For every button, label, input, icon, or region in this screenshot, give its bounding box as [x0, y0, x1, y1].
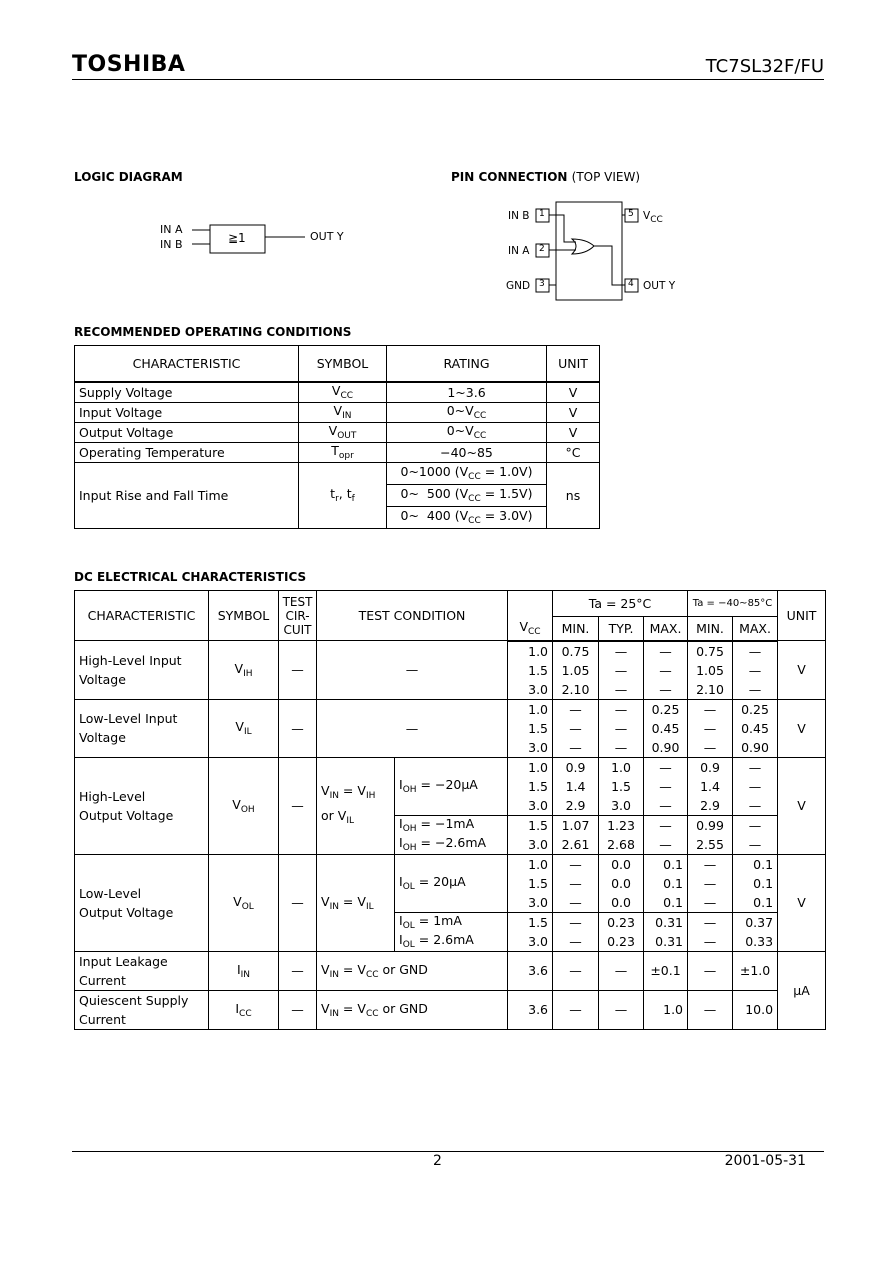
dc-max2: — [733, 680, 778, 700]
dc-min: — [553, 854, 599, 874]
pin-2-label: IN A [508, 245, 530, 257]
dc-header-min2: MIN. [688, 617, 733, 641]
dc-circuit-icc: — [279, 990, 317, 1029]
dc-subcond-voh-1: $I_{OH} = -20\mu A$ [395, 757, 508, 815]
table-row [75, 990, 826, 1029]
page-number: 2 [433, 1153, 442, 1169]
pin-1-number: 1 [539, 209, 545, 219]
dc-min: — [553, 893, 599, 913]
dc-typ: — [599, 641, 644, 661]
dc-header-vcc: $V_{CC}$ [508, 617, 553, 641]
dc-min2: — [688, 874, 733, 893]
logic-out-y-label: OUT Y [310, 230, 344, 243]
dc-header-symbol: SYMBOL [209, 591, 279, 641]
dc-min: 1.07 [553, 815, 599, 835]
dc-cond-iin: $V_{IN} = V_{CC}$ or GND [317, 951, 508, 990]
dc-min2: — [688, 738, 733, 758]
logic-diagram [150, 218, 370, 263]
dc-char-vol: Low-Level Output Voltage [75, 854, 209, 951]
dc-subcond-vol-1: $I_{OL} = 20\mu A$ [395, 854, 508, 912]
dc-circuit-vil: — [279, 699, 317, 757]
roc-unit: °C [547, 442, 600, 462]
dc-max2: 0.1 [733, 854, 778, 874]
dc-cond-vih: — [317, 641, 508, 700]
pin-connection-diagram [500, 200, 700, 302]
dc-vcc: 3.0 [508, 738, 553, 758]
dc-max2: 0.37 [733, 912, 778, 932]
dc-title: DC ELECTRICAL CHARACTERISTICS [74, 570, 307, 584]
roc-rating: 0~ 500 $(V_{CC} = 1.5V)$ [387, 484, 547, 506]
dc-vcc: 1.5 [508, 874, 553, 893]
dc-max: ±0.1 [644, 951, 688, 990]
dc-max: 0.1 [644, 854, 688, 874]
dc-min: 2.9 [553, 796, 599, 816]
roc-unit: V [547, 402, 600, 422]
dc-min2: 0.9 [688, 757, 733, 777]
dc-typ: — [599, 719, 644, 738]
dc-header-circuit: TEST CIR- CUIT [279, 591, 317, 641]
pin-connection-title [451, 170, 640, 184]
dc-typ: — [599, 990, 644, 1029]
dc-min2: — [688, 854, 733, 874]
dc-vcc: 1.0 [508, 699, 553, 719]
dc-subcond-voh-3: $I_{OH} = -2.6mA$ [395, 835, 508, 855]
dc-header-unit: UNIT [778, 591, 826, 641]
pin-2-number: 2 [539, 244, 545, 254]
dc-cond-vil: — [317, 699, 508, 757]
dc-min2: 1.4 [688, 777, 733, 796]
dc-max2: — [733, 777, 778, 796]
pin-5-number: 5 [628, 209, 634, 219]
dc-min: 1.4 [553, 777, 599, 796]
roc-rating: $0\sim V_{CC}$ [387, 422, 547, 442]
dc-header-typ: TYP. [599, 617, 644, 641]
part-number: TC7SL32F/FU [705, 56, 824, 77]
dc-header-ta-range: Ta = −40~85°C [688, 591, 778, 617]
dc-cond-voh: $V_{IN} = V_{IH}$ or $V_{IL}$ [317, 757, 395, 854]
dc-max2: — [733, 796, 778, 816]
dc-typ: 0.23 [599, 912, 644, 932]
dc-table [74, 590, 826, 1030]
dc-char-iin: Input Leakage Current [75, 951, 209, 990]
logic-diagram-title: LOGIC DIAGRAM [74, 170, 183, 184]
dc-vcc: 3.0 [508, 680, 553, 700]
dc-subcond-vol-3: $I_{OL} = 2.6mA$ [395, 932, 508, 952]
dc-min: — [553, 738, 599, 758]
logic-in-a-label: IN A [160, 223, 183, 236]
gate-symbol-label: ≧1 [228, 231, 246, 245]
dc-max: 0.31 [644, 932, 688, 952]
dc-subcond-vol-2: $I_{OL} = 1mA$ [395, 912, 508, 932]
dc-circuit-voh: — [279, 757, 317, 854]
roc-rating: $0\sim V_{CC}$ [387, 402, 547, 422]
dc-vcc: 1.5 [508, 815, 553, 835]
dc-unit-vil: V [778, 699, 826, 757]
roc-char: Output Voltage [75, 422, 299, 442]
roc-char: Operating Temperature [75, 442, 299, 462]
dc-min2: — [688, 951, 733, 990]
dc-min2: 2.9 [688, 796, 733, 816]
dc-typ: 0.0 [599, 893, 644, 913]
dc-max: — [644, 796, 688, 816]
dc-typ: 0.0 [599, 854, 644, 874]
roc-title: RECOMMENDED OPERATING CONDITIONS [74, 325, 352, 339]
roc-symbol: $V_{CC}$ [299, 382, 387, 403]
dc-max2: 0.1 [733, 893, 778, 913]
dc-max2: 0.1 [733, 874, 778, 893]
dc-circuit-iin: — [279, 951, 317, 990]
dc-unit-vih: V [778, 641, 826, 700]
pin-4-label: OUT Y [643, 280, 676, 292]
table-row [75, 462, 600, 484]
dc-min: — [553, 912, 599, 932]
dc-vcc: 1.5 [508, 661, 553, 680]
dc-min2: — [688, 893, 733, 913]
dc-max2: 0.45 [733, 719, 778, 738]
dc-vcc: 1.5 [508, 719, 553, 738]
doc-date: 2001-05-31 [724, 1153, 806, 1169]
dc-vcc: 1.5 [508, 912, 553, 932]
dc-max: 0.1 [644, 893, 688, 913]
table-row [75, 422, 600, 442]
dc-max: 0.25 [644, 699, 688, 719]
dc-vcc: 1.5 [508, 777, 553, 796]
dc-min: — [553, 932, 599, 952]
dc-header-characteristic: CHARACTERISTIC [75, 591, 209, 641]
dc-max: 0.90 [644, 738, 688, 758]
dc-typ: — [599, 680, 644, 700]
table-row [75, 699, 826, 719]
dc-max2: — [733, 815, 778, 835]
dc-max: 0.1 [644, 874, 688, 893]
dc-min: — [553, 951, 599, 990]
dc-min: — [553, 874, 599, 893]
roc-symbol: $V_{OUT}$ [299, 422, 387, 442]
dc-min2: 2.10 [688, 680, 733, 700]
dc-vcc: 1.0 [508, 641, 553, 661]
dc-vcc: 3.0 [508, 932, 553, 952]
table-row [75, 402, 600, 422]
dc-max: — [644, 661, 688, 680]
dc-min: 2.10 [553, 680, 599, 700]
roc-unit: V [547, 422, 600, 442]
roc-header-symbol: SYMBOL [299, 346, 387, 382]
dc-header-ta25: Ta = 25°C [553, 591, 688, 617]
dc-min: — [553, 990, 599, 1029]
dc-min2: — [688, 912, 733, 932]
table-row [75, 382, 600, 403]
dc-vcc: 3.6 [508, 990, 553, 1029]
dc-sym-vol: $V_{OL}$ [209, 854, 279, 951]
roc-rating: 1~3.6 [387, 382, 547, 403]
dc-subcond-voh-2: $I_{OH} = -1mA$ [395, 815, 508, 835]
dc-max: — [644, 777, 688, 796]
dc-typ: 1.0 [599, 757, 644, 777]
roc-header-rating: RATING [387, 346, 547, 382]
roc-rating: 0~ 400 $(V_{CC} = 3.0V)$ [387, 506, 547, 528]
dc-min2: 0.99 [688, 815, 733, 835]
roc-header-row [75, 346, 600, 382]
pin-3-number: 3 [539, 279, 545, 289]
dc-max: 0.31 [644, 912, 688, 932]
dc-char-icc: Quiescent Supply Current [75, 990, 209, 1029]
dc-char-voh: High-Level Output Voltage [75, 757, 209, 854]
header-rule [72, 79, 824, 80]
roc-unit: V [547, 382, 600, 403]
dc-max: — [644, 641, 688, 661]
dc-sym-voh: $V_{OH}$ [209, 757, 279, 854]
dc-min: 0.75 [553, 641, 599, 661]
dc-cond-icc: $V_{IN} = V_{CC}$ or GND [317, 990, 508, 1029]
dc-max2: 0.25 [733, 699, 778, 719]
dc-vcc: 3.0 [508, 796, 553, 816]
table-row [75, 951, 826, 990]
roc-rating: −40~85 [387, 442, 547, 462]
dc-max: — [644, 680, 688, 700]
dc-char-vih: High-Level Input Voltage [75, 641, 209, 700]
roc-rating: 0~1000 $(V_{CC} = 1.0V)$ [387, 462, 547, 484]
dc-typ: 0.23 [599, 932, 644, 952]
roc-char: Supply Voltage [75, 382, 299, 403]
table-row [75, 854, 826, 874]
roc-header-characteristic: CHARACTERISTIC [75, 346, 299, 382]
dc-typ: 1.5 [599, 777, 644, 796]
dc-typ: 3.0 [599, 796, 644, 816]
roc-symbol: $V_{IN}$ [299, 402, 387, 422]
dc-header-row-1 [75, 591, 826, 617]
dc-vcc: 3.0 [508, 835, 553, 855]
dc-typ: 2.68 [599, 835, 644, 855]
dc-typ: 1.23 [599, 815, 644, 835]
roc-header-unit: UNIT [547, 346, 600, 382]
dc-max2: — [733, 835, 778, 855]
roc-char: Input Voltage [75, 402, 299, 422]
dc-max: 1.0 [644, 990, 688, 1029]
dc-max2: ±1.0 [733, 951, 778, 990]
dc-min2: — [688, 719, 733, 738]
logic-in-b-label: IN B [160, 238, 183, 251]
pin-connection-heading: PIN CONNECTION [451, 170, 568, 184]
roc-unit: ns [547, 462, 600, 528]
dc-sym-icc: $I_{CC}$ [209, 990, 279, 1029]
dc-header-blank [508, 591, 553, 617]
dc-max2: 10.0 [733, 990, 778, 1029]
dc-header-max: MAX. [644, 617, 688, 641]
dc-typ: — [599, 699, 644, 719]
dc-vcc: 1.0 [508, 757, 553, 777]
dc-typ: 0.0 [599, 874, 644, 893]
roc-char: Input Rise and Fall Time [75, 462, 299, 528]
table-row [75, 641, 826, 661]
dc-min2: 0.75 [688, 641, 733, 661]
dc-min2: 2.55 [688, 835, 733, 855]
dc-min: 1.05 [553, 661, 599, 680]
dc-header-condition: TEST CONDITION [317, 591, 508, 641]
dc-max: 0.45 [644, 719, 688, 738]
dc-min: 0.9 [553, 757, 599, 777]
dc-max: — [644, 835, 688, 855]
dc-min: — [553, 699, 599, 719]
dc-min: — [553, 719, 599, 738]
dc-unit-voh: V [778, 757, 826, 854]
roc-symbol: $t_r$, $t_f$ [299, 462, 387, 528]
dc-sym-vil: $V_{IL}$ [209, 699, 279, 757]
dc-max2: — [733, 661, 778, 680]
brand-logo: TOSHIBA [72, 52, 186, 77]
dc-max2: — [733, 757, 778, 777]
dc-typ: — [599, 951, 644, 990]
dc-min2: 1.05 [688, 661, 733, 680]
dc-min2: — [688, 990, 733, 1029]
pin-3-label: GND [506, 280, 531, 292]
dc-header-max2: MAX. [733, 617, 778, 641]
dc-max: — [644, 815, 688, 835]
dc-unit-current: μA [778, 951, 826, 1029]
pin-1-label: IN B [508, 210, 530, 222]
dc-max2: 0.33 [733, 932, 778, 952]
dc-circuit-vih: — [279, 641, 317, 700]
dc-vcc: 3.0 [508, 893, 553, 913]
pin-4-number: 4 [628, 279, 634, 289]
dc-min2: — [688, 699, 733, 719]
roc-table [74, 345, 600, 529]
dc-vcc: 3.6 [508, 951, 553, 990]
pin-5-label: $V_{CC}$ [643, 210, 663, 225]
roc-symbol: $T_{opr}$ [299, 442, 387, 462]
table-row [75, 442, 600, 462]
dc-sym-vih: $V_{IH}$ [209, 641, 279, 700]
pin-connection-subtitle: (TOP VIEW) [571, 170, 641, 184]
dc-max2: — [733, 641, 778, 661]
dc-sym-iin: $I_{IN}$ [209, 951, 279, 990]
dc-cond-vol: $V_{IN} = V_{IL}$ [317, 854, 395, 951]
dc-typ: — [599, 738, 644, 758]
footer-rule [72, 1151, 824, 1152]
dc-min: 2.61 [553, 835, 599, 855]
table-row [75, 757, 826, 777]
dc-typ: — [599, 661, 644, 680]
dc-min2: — [688, 932, 733, 952]
dc-header-min: MIN. [553, 617, 599, 641]
dc-max2: 0.90 [733, 738, 778, 758]
dc-char-vil: Low-Level Input Voltage [75, 699, 209, 757]
dc-unit-vol: V [778, 854, 826, 951]
dc-vcc: 1.0 [508, 854, 553, 874]
dc-circuit-vol: — [279, 854, 317, 951]
dc-max: — [644, 757, 688, 777]
